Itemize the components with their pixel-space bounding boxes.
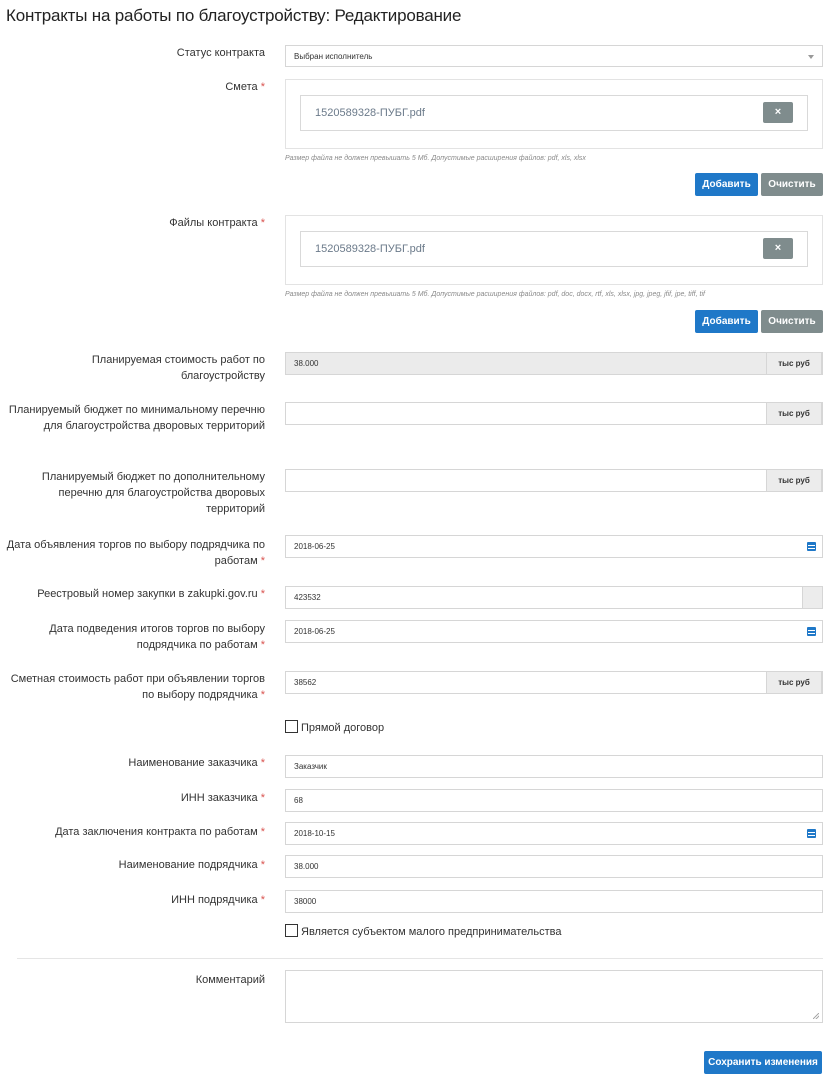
comment-label: Комментарий: [195, 974, 265, 986]
customer-inn-label: ИНН заказчика *: [180, 792, 265, 804]
planned-cost-unit: тыс руб: [766, 352, 822, 375]
comment-textarea[interactable]: [285, 970, 823, 1023]
status-select-value: Выбран исполнитель: [294, 52, 373, 61]
registry-number-input[interactable]: [285, 586, 823, 609]
tender-result-date-label: Дата подведения итогов торгов по выбору подрядчика по работам *: [49, 623, 265, 651]
contract-files-box: [285, 215, 823, 285]
tender-announce-date-input[interactable]: [285, 535, 823, 558]
contract-files-hint: Размер файла не должен превышать 5 Мб. Допустимые расширения файлов: pdf, doc, docx, rtf, xls, xlsx, jpg, jpeg, jfif, jpe, tiff, tif: [285, 291, 705, 298]
estimate-clear-button[interactable]: Очистить: [761, 173, 823, 196]
registry-number-addon: [802, 586, 822, 609]
estimate-label: Смета *: [225, 81, 265, 93]
estimate-add-button[interactable]: Добавить: [695, 173, 758, 196]
contract-date-input[interactable]: [285, 822, 823, 845]
registry-number-label: Реестровый номер закупки в zakupki.gov.ru *: [37, 588, 265, 600]
direct-contract-label: Прямой договор: [301, 722, 385, 734]
calendar-icon[interactable]: [807, 829, 816, 838]
planned-cost-label: Планируемая стоимость работ по благоустройству: [91, 354, 265, 382]
calendar-icon[interactable]: [807, 542, 816, 551]
estimated-cost-input[interactable]: [285, 671, 823, 694]
customer-inn-value: 68: [294, 796, 303, 805]
close-icon: ×: [774, 106, 782, 118]
budget-extra-input[interactable]: [285, 469, 823, 492]
tender-result-date-input[interactable]: [285, 620, 823, 643]
tender-announce-date-value: 2018-06-25: [294, 542, 335, 551]
close-icon: ×: [774, 242, 782, 254]
estimate-file-box: [285, 79, 823, 149]
planned-cost-input[interactable]: [285, 352, 823, 375]
contract-files-label: Файлы контракта *: [169, 217, 265, 229]
tender-result-date-value: 2018-06-25: [294, 627, 335, 636]
contractor-inn-label: ИНН подрядчика *: [171, 894, 265, 906]
planned-cost-value: 38.000: [294, 359, 319, 368]
form-divider: [17, 958, 823, 959]
registry-number-value: 423532: [294, 593, 321, 602]
estimated-cost-value: 38562: [294, 678, 317, 687]
estimate-remove-file-button[interactable]: [763, 102, 793, 123]
customer-name-input[interactable]: [285, 755, 823, 778]
contractor-name-label: Наименование подрядчика *: [118, 859, 265, 871]
contractor-inn-value: 38000: [294, 897, 317, 906]
customer-name-label: Наименование заказчика *: [128, 757, 265, 769]
contract-file-name: 1520589328-ПУБГ.pdf: [315, 243, 425, 255]
contract-remove-file-button[interactable]: [763, 238, 793, 259]
caret-down-icon: [808, 55, 814, 59]
customer-inn-input[interactable]: [285, 789, 823, 812]
tender-announce-date-label: Дата объявления торгов по выбору подрядчика по работам *: [6, 539, 265, 567]
contract-file-item: [300, 231, 808, 267]
estimate-file-item: [300, 95, 808, 131]
customer-name-value: Заказчик: [294, 762, 327, 771]
budget-min-label: Планируемый бюджет по минимальному перечню для благоустройства дворовых территорий: [8, 404, 265, 432]
small-business-label: Является субъектом малого предпринимательства: [301, 926, 562, 938]
estimated-cost-unit: тыс руб: [766, 671, 822, 694]
budget-extra-label: Планируемый бюджет по дополнительному перечню для благоустройства дворовых территорий: [41, 471, 265, 515]
resize-grip-icon[interactable]: [813, 1013, 819, 1019]
contractor-inn-input[interactable]: [285, 890, 823, 913]
status-select[interactable]: [285, 45, 823, 67]
small-business-checkbox[interactable]: [285, 924, 298, 937]
budget-min-input[interactable]: [285, 402, 823, 425]
contract-files-clear-button[interactable]: Очистить: [761, 310, 823, 333]
estimate-hint: Размер файла не должен превышать 5 Мб. Допустимые расширения файлов: pdf, xls, xlsx: [285, 155, 586, 162]
contractor-name-value: 38.000: [294, 862, 319, 871]
contract-date-value: 2018-10-15: [294, 829, 335, 838]
estimated-cost-label: Сметная стоимость работ при объявлении торгов по выбору подрядчика *: [10, 673, 265, 701]
budget-min-unit: тыс руб: [766, 402, 822, 425]
budget-extra-unit: тыс руб: [766, 469, 822, 492]
contract-files-add-button[interactable]: Добавить: [695, 310, 758, 333]
estimate-file-name: 1520589328-ПУБГ.pdf: [315, 107, 425, 119]
contract-date-label: Дата заключения контракта по работам *: [55, 826, 265, 838]
direct-contract-checkbox[interactable]: [285, 720, 298, 733]
status-label: Статус контракта: [176, 47, 265, 59]
page-title: Контракты на работы по благоустройству: Редактирование: [6, 6, 462, 25]
contractor-name-input[interactable]: [285, 855, 823, 878]
calendar-icon[interactable]: [807, 627, 816, 636]
save-changes-button[interactable]: Сохранить изменения: [704, 1051, 822, 1074]
